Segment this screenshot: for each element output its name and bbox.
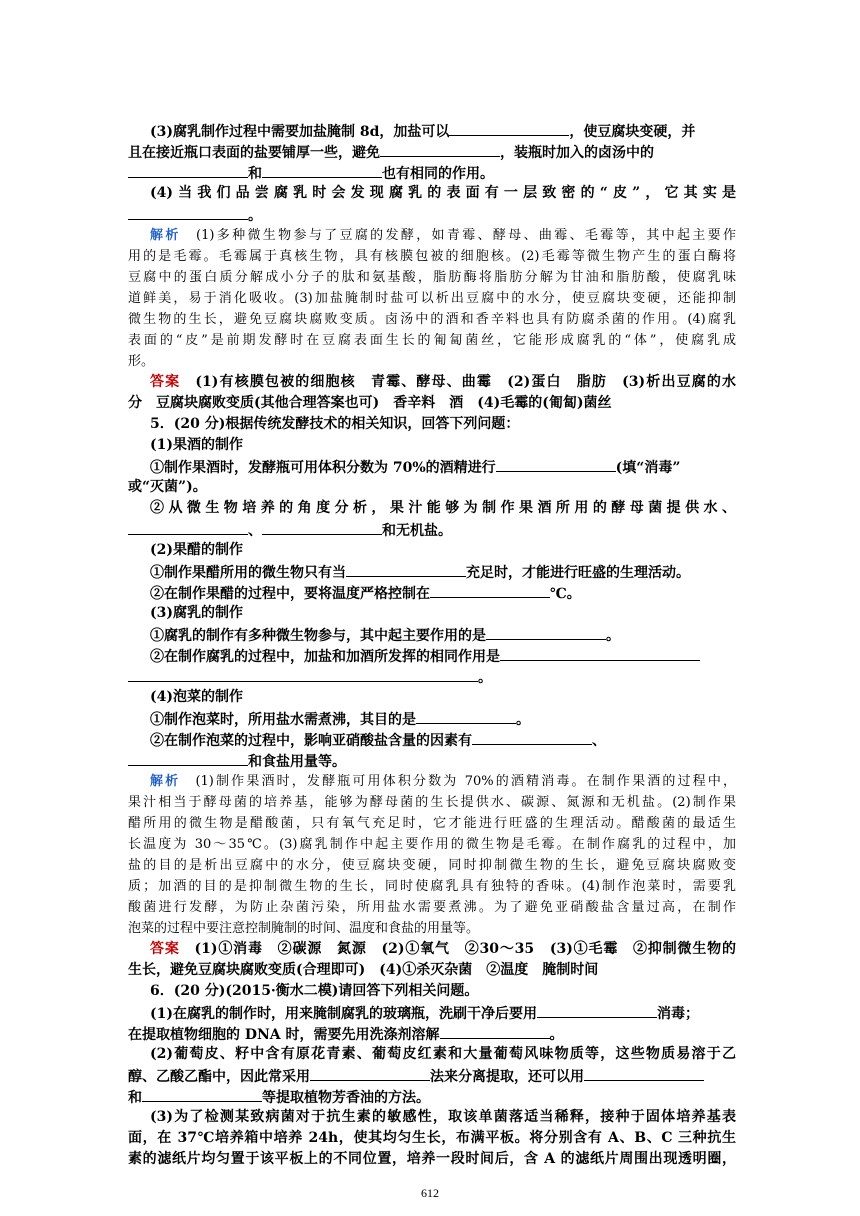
answer-blank xyxy=(416,708,516,724)
answer-blank xyxy=(472,729,592,745)
answer-blank xyxy=(128,519,248,535)
q5-sub2: (2)果醋的制作 xyxy=(150,542,243,558)
page-number: 612 xyxy=(421,1186,439,1200)
q6-2-line1: (2)葡萄皮、籽中含有原花青素、葡萄皮红素和大量葡萄风味物质等，这些物质易溶于乙 xyxy=(150,1046,736,1062)
analysis-2-line8: 泡菜的过程中要注意控制腌制的时间、温度和食盐的用量等。 xyxy=(128,921,480,936)
q6-1-line2: 在提取植物细胞的 DNA 时，需要先用洗涤剂溶解 。 xyxy=(128,1023,736,1046)
answer-blank xyxy=(142,1086,262,1102)
q6-2-line2: 醇、乙酸乙酯中，因此常采用 法来分离提取，还可以用 xyxy=(128,1065,736,1088)
answer-blank xyxy=(346,561,466,577)
analysis-1-line6: 表面的“皮”是前期发酵时在豆腐表面生长的匍匐菌丝，它能形成腐乳的“体”，使腐乳成 xyxy=(128,333,736,348)
q4-part4-line1: (4)当我们品尝腐乳时会发现腐乳的表面有一层致密的“皮”，它其实是 xyxy=(150,185,736,201)
answer-2-line1: 答案 (1)①消毒 ②碳源 氮源 (2)①氧气 ②30～35 (3)①毛霉 ②抑制微生物的 xyxy=(150,941,736,957)
q5-sub1: (1)果酒的制作 xyxy=(150,437,243,453)
answer-blank xyxy=(430,582,550,598)
analysis-1-line7: 形。 xyxy=(128,354,155,369)
analysis-1-line5: 微生物的生长，避免豆腐块腐败变质。卤汤中的酒和香辛料也具有防腐杀菌的作用。(4)腐乳 xyxy=(128,312,736,327)
answer-blank xyxy=(380,141,500,157)
answer-blank xyxy=(262,162,382,178)
analysis-2-line2: 果汁相当于酵母菌的培养基，能够为酵母菌的生长提供水、碳源、氮源和无机盐。(2)制作果 xyxy=(128,795,736,810)
analysis-1-line3: 豆腐中的蛋白质分解成小分子的肽和氨基酸，脂肪酶将脂肪分解为甘油和脂肪酸，使腐乳味 xyxy=(128,270,736,285)
q5-title: 5．(20 分)根据传统发酵技术的相关知识，回答下列问题： xyxy=(150,416,520,432)
answer-blank xyxy=(128,204,248,220)
analysis-1-line4: 道鲜美，易于消化吸收。(3)加盐腌制时盐可以析出豆腐中的水分，使豆腐块变硬，还能抑制 xyxy=(128,291,736,306)
q5-1-2-line2: 、 和无机盐。 xyxy=(128,519,736,542)
q6-title: 6．(20 分)(2015·衡水二模)请回答下列相关问题。 xyxy=(150,983,479,999)
analysis-2-line7: 酸菌进行发酵，为防止杂菌污染，所用盐水需要煮沸。为了避免亚硝酸盐含量过高，在制作 xyxy=(128,900,736,915)
answer-blank xyxy=(310,1065,430,1081)
q5-3-2-line2: 。 xyxy=(128,666,736,689)
q6-1-line1: (1)在腐乳的制作时，用来腌制腐乳的玻璃瓶，洗刷干净后要用 消毒； xyxy=(150,1002,736,1025)
q4-part4-line2: 。 xyxy=(128,204,736,227)
q5-1-2-line1: ②从微生物培养的角度分析，果汁能够为制作果酒所用的酵母菌提供水、 xyxy=(150,500,736,516)
q5-2-1: ①制作果醋所用的微生物只有当 充足时，才能进行旺盛的生理活动。 xyxy=(150,561,736,584)
q5-2-2: ②在制作果醋的过程中，要将温度严格控制在 ℃。 xyxy=(150,582,736,605)
answer-blank xyxy=(486,624,606,640)
q6-3-line3: 素的滤纸片均匀置于该平板上的不同位置，培养一段时间后，含 A 的滤纸片周围出现透明圈， xyxy=(128,1151,736,1167)
q5-4-2-line2: 和食盐用量等。 xyxy=(128,750,736,773)
q6-2-line3: 和 等提取植物芳香油的方法。 xyxy=(128,1086,736,1109)
analysis-2-line6: 质；加酒的目的是抑制微生物的生长，同时使腐乳具有独特的香味。(4)制作泡菜时，需要乳 xyxy=(128,879,736,894)
q5-4-1: ①制作泡菜时，所用盐水需煮沸，其目的是 。 xyxy=(150,708,736,731)
q6-3-line1: (3)为了检测某致病菌对于抗生素的敏感性，取该单菌落适当稀释，接种于固体培养基表 xyxy=(150,1109,736,1125)
answer-blank xyxy=(449,120,569,136)
q5-1-1-line2: 或“灭菌”)。 xyxy=(128,479,207,495)
answer-blank xyxy=(496,456,616,472)
answer-blank xyxy=(584,1065,704,1081)
q6-3-line2: 面，在 37℃培养箱中培养 24h，使其均匀生长，布满平板。将分别含有 A、B、C 三种抗生 xyxy=(128,1130,736,1146)
answer-2-line2: 生长，避免豆腐块腐败变质(合理即可) (4)①杀灭杂菌 ②温度 腌制时间 xyxy=(128,962,599,978)
answer-blank xyxy=(440,1023,550,1039)
q5-sub3: (3)腐乳的制作 xyxy=(150,605,243,621)
answer-1-line2: 分 豆腐块腐败变质(其他合理答案也可) 香辛料 酒 (4)毛霉的(匍匐)菌丝 xyxy=(128,395,612,411)
q5-3-1: ①腐乳的制作有多种微生物参与，其中起主要作用的是 。 xyxy=(150,624,736,647)
analysis-1-line2: 用的是毛霉。毛霉属于真核生物，具有核膜包被的细胞核。(2)毛霉等微生物产生的蛋白酶将 xyxy=(128,249,736,264)
q4-part3-line3: 和 也有相同的作用。 xyxy=(128,162,736,185)
analysis-2-line5: 盐的目的是析出豆腐中的水分，使豆腐块变硬，同时抑制微生物的生长，避免豆腐块腐败变 xyxy=(128,858,736,873)
answer-blank xyxy=(537,1002,657,1018)
q5-1-1-line1: ①制作果酒时，发酵瓶可用体积分数为 70%的酒精进行 (填“消毒” xyxy=(150,456,736,479)
q5-4-2-line1: ②在制作泡菜的过程中，影响亚硝酸盐含量的因素有 、 xyxy=(150,729,736,752)
answer-blank xyxy=(128,666,478,682)
analysis-2-line4: 长温度为 30～35℃。(3)腐乳制作中起主要作用的微生物是毛霉。在制作腐乳的过程中，加 xyxy=(128,837,736,852)
q5-sub4: (4)泡菜的制作 xyxy=(150,689,243,705)
q4-part3-line2: 且在接近瓶口表面的盐要铺厚一些，避免 ，装瓶时加入的卤汤中的 xyxy=(128,141,736,164)
answer-blank xyxy=(500,645,700,661)
analysis-1-line1: 解析 (1)多种微生物参与了豆腐的发酵，如青霉、酵母、曲霉、毛霉等，其中起主要作 xyxy=(150,228,736,243)
answer-blank xyxy=(128,750,248,766)
answer-blank xyxy=(262,519,382,535)
q5-3-2-line1: ②在制作腐乳的过程中，加盐和加酒所发挥的相同作用是 xyxy=(150,645,736,668)
q4-part3-line1: (3)腐乳制作过程中需要加盐腌制 8d，加盐可以 ，使豆腐块变硬，并 xyxy=(150,120,736,143)
answer-1-line1: 答案 (1)有核膜包被的细胞核 青霉、酵母、曲霉 (2)蛋白 脂肪 (3)析出豆腐的水 xyxy=(150,374,736,390)
analysis-2-line1: 解析 (1)制作果酒时，发酵瓶可用体积分数为 70%的酒精消毒。在制作果酒的过程中， xyxy=(150,774,736,789)
answer-blank xyxy=(128,162,248,178)
analysis-2-line3: 醋所用的微生物是醋酸菌，只有氧气充足时，它才能进行旺盛的生理活动。醋酸菌的最适生 xyxy=(128,816,736,831)
